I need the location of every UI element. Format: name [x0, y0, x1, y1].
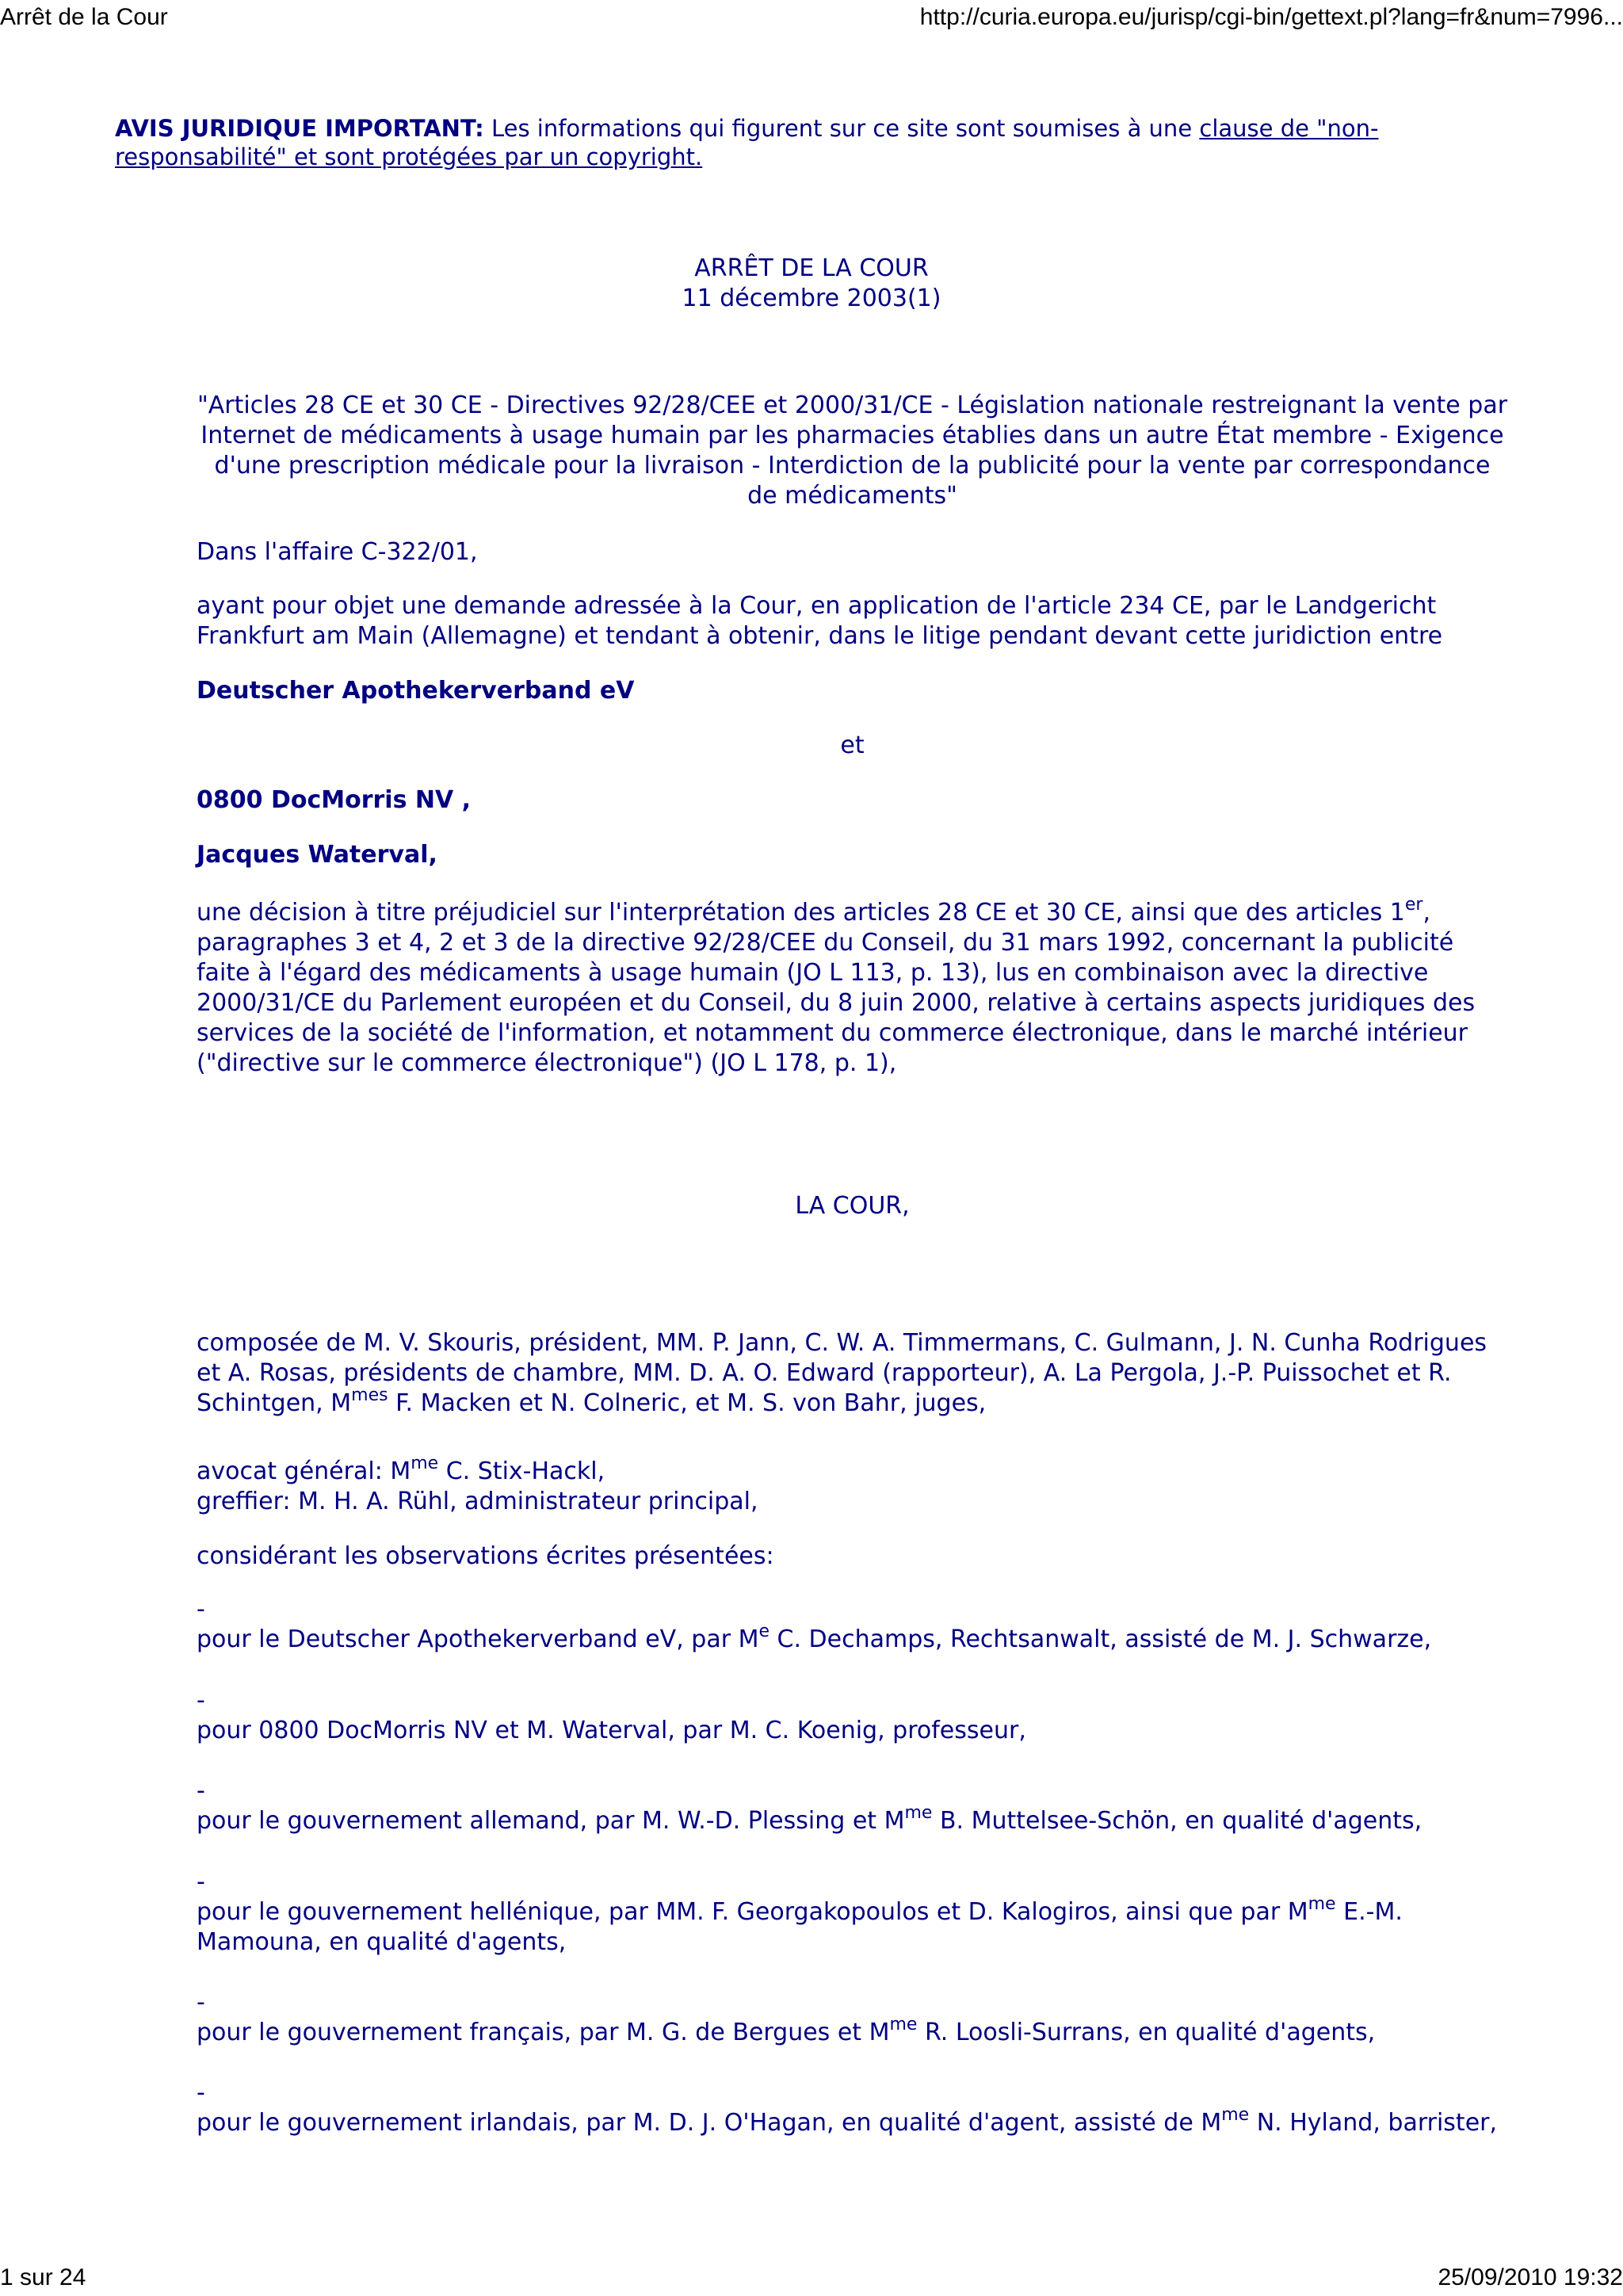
observation-text: pour le gouvernement français, par M. G. de Bergues et $M^{me}$ R. Loosli-Surrans, en qualité d'agents, — [197, 2015, 1376, 2046]
decision-text-b: , paragraphes 3 et 4, 2 et 3 de la directive 92/28/CEE du Conseil, du 31 mars 1992, concernant la publicité faite à l'égard des médicaments à usage humain (JO L 113, p. 13), lus en combinaison avec la directive 2000/31/CE du Parlement européen et du Conseil, du 8 juin 2000, relative à certains aspects juridiques des services de la société de l'information, et notamment du commerce électronique, dans le marché intérieur ("directive sur le commerce électronique") (JO L 178, p. 1), — [197, 899, 1476, 1077]
observation-item — [197, 1988, 1508, 2048]
observation-item — [197, 1867, 1508, 1958]
decision-text-a: une décision à titre préjudiciel sur l'interprétation des articles 28 CE et 30 CE, ainsi que des articles 1 — [197, 899, 1405, 926]
observation-item — [197, 2078, 1508, 2138]
observation-item — [197, 1595, 1508, 1655]
avocat-text-a: avocat général: M — [197, 1457, 411, 1485]
print-datetime: 25/09/2010 19:32 — [1438, 2264, 1623, 2290]
composition-paragraph — [197, 1328, 1508, 1419]
party-separator: et — [840, 732, 865, 759]
legal-notice-label: AVIS JURIDIQUE IMPORTANT: — [115, 115, 484, 142]
print-header-url: http://curia.europa.eu/jurisp/cgi-bin/gettext.pl?lang=fr&num=7996... — [919, 4, 1623, 30]
court-heading: LA COUR, — [795, 1192, 910, 1220]
observation-text: pour 0800 DocMorris NV et M. Waterval, par M. C. Koenig, professeur, — [197, 1717, 1026, 1744]
print-header-title: Arrêt de la Cour — [0, 4, 168, 30]
observations-intro: considérant les observations écrites présentées: — [197, 1542, 774, 1570]
party-defendant-1: 0800 DocMorris NV , — [197, 786, 472, 814]
advocate-general — [197, 1454, 1508, 1487]
party-defendant-2: Jacques Waterval, — [197, 841, 437, 869]
legal-notice-text: Les informations qui figurent sur ce site sont soumises à une — [483, 115, 1200, 142]
list-dash: - — [197, 1868, 205, 1896]
observation-item — [197, 1776, 1508, 1836]
party-applicant: Deutscher Apothekerverband eV — [197, 677, 635, 705]
composition-sup: mes — [351, 1385, 388, 1405]
case-reference: Dans l'affaire C-322/01, — [197, 538, 478, 566]
observation-item — [197, 1686, 1508, 1746]
list-dash: - — [197, 2079, 205, 2107]
avocat-sup: me — [411, 1454, 439, 1473]
judgment-date: 11 décembre 2003(1) — [682, 285, 941, 312]
observation-text: pour le gouvernement allemand, par M. W.-D. Plessing et $M^{me}$ B. Muttelsee-Schön, en qualité d'agents, — [197, 1803, 1423, 1835]
list-dash: - — [197, 1687, 205, 1714]
legal-notice — [115, 114, 1510, 171]
decision-paragraph — [197, 895, 1508, 1079]
avocat-text-b: C. Stix-Hackl, — [438, 1457, 605, 1485]
disclaimer-link[interactable]: clause de "non-responsabilité" et sont protégées par un copyright. — [115, 115, 1379, 170]
composition-text-a: composée de M. V. Skouris, président, MM. P. Jann, C. W. A. Timmermans, C. Gulmann, J. N. Cunha Rodrigues et A. Rosas, présidents de chambre, MM. D. A. O. Edward (rapporteur), A. La Pergola, J.-P. Puissochet et R. Schintgen, M — [197, 1329, 1487, 1417]
page-number: 1 sur 24 — [0, 2264, 86, 2290]
composition-text-b: F. Macken et N. Colneric, et M. S. von Bahr, juges, — [388, 1389, 987, 1417]
page-title: ARRÊT DE LA COUR — [694, 254, 929, 282]
decision-sup: er — [1404, 895, 1423, 915]
observation-text: pour le gouvernement hellénique, par MM. F. Georgakopoulos et D. Kalogiros, ainsi que par $M^{me}$ E.-M. Mamouna, en qualité d'agents, — [197, 1894, 1403, 1956]
case-summary: "Articles 28 CE et 30 CE - Directives 92/28/CEE et 2000/31/CE - Législation nationale restreignant la vente par Internet de médicaments à usage humain par les pharmacies établies dans un autre État membre - Exigence d'une prescription médicale pour la livraison - Interdiction de la publicité pour la vente par correspondance de médicaments" — [197, 392, 1508, 510]
observation-text: pour le gouvernement irlandais, par M. D. J. O'Hagan, en qualité d'agent, assisté de $M^{me}$ N. Hyland, barrister, — [197, 2105, 1498, 2137]
list-dash: - — [197, 1988, 205, 2016]
intro-paragraph: ayant pour objet une demande adressée à la Cour, en application de l'article 234 CE, par le Landgericht Frankfurt am Main (Allemagne) et tendant à obtenir, dans le litige pendant devant cette juridiction entre — [197, 592, 1443, 650]
list-dash: - — [197, 1595, 205, 1623]
list-dash: - — [197, 1777, 205, 1805]
registrar: greffier: M. H. A. Rühl, administrateur principal, — [197, 1488, 758, 1515]
observation-text: pour le Deutscher Apothekerverband eV, par Me C. Dechamps, Rechtsanwalt, assisté de M. J. Schwarze, — [197, 1622, 1432, 1653]
